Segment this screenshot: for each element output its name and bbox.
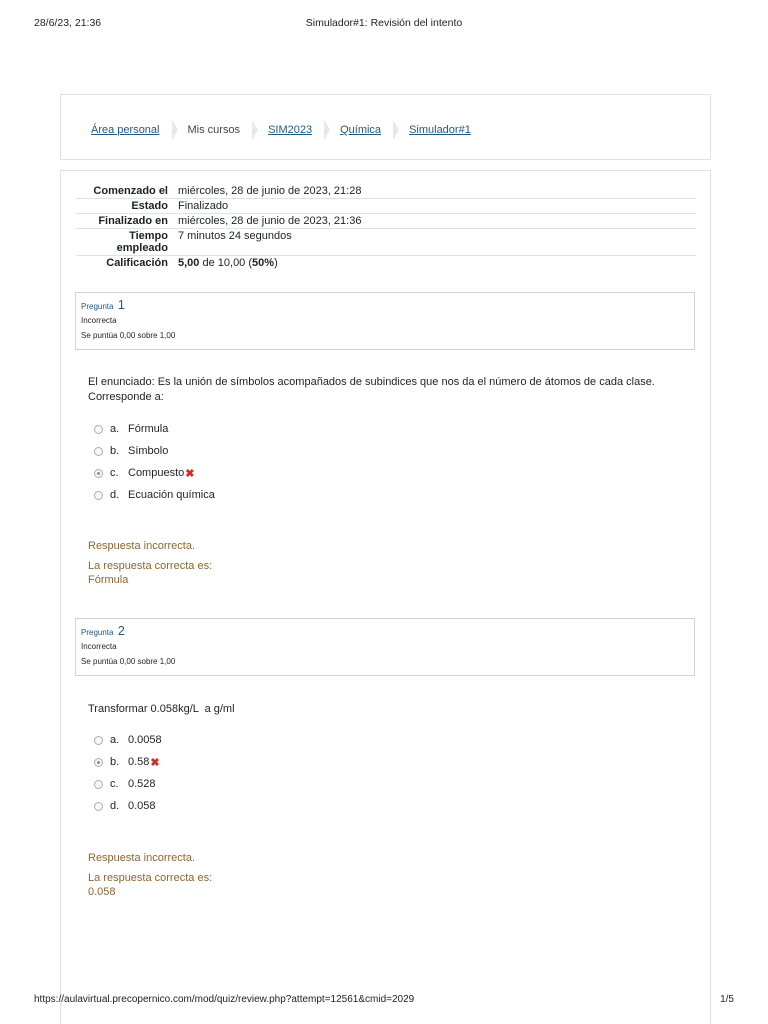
question-state: Incorrecta — [81, 316, 117, 325]
summary-label: Calificación — [106, 257, 168, 269]
question-number: 2 — [117, 624, 125, 638]
time-label-line1: Tiempo — [129, 230, 168, 242]
question-text-1: El enunciado: Es la unión de símbolos acompañados de subindices que nos da el número de átomos de cada clase. Corresponde a: — [88, 376, 655, 403]
question-info-1 — [75, 292, 695, 350]
answer-list-1 — [94, 418, 215, 506]
breadcrumb-separator — [324, 120, 330, 140]
answer-option[interactable] — [94, 418, 215, 440]
breadcrumb-mis-cursos: Mis cursos — [187, 124, 241, 136]
answer-text: 0.058 — [128, 800, 156, 812]
radio-button[interactable] — [94, 425, 103, 434]
grade-out-of: de 10,00 ( — [202, 257, 253, 269]
radio-button-checked[interactable] — [94, 469, 103, 478]
answer-option[interactable] — [94, 484, 215, 506]
grade-close: ) — [274, 257, 278, 269]
answer-option[interactable] — [94, 729, 162, 751]
right-answer-value: 0.058 — [88, 886, 116, 898]
feedback-1 — [88, 539, 212, 587]
summary-row-finished — [76, 214, 696, 229]
answer-option-selected[interactable] — [94, 462, 215, 484]
answer-text: 0.528 — [128, 778, 156, 790]
answer-letter: d. — [110, 800, 120, 812]
answer-text: Fórmula — [128, 423, 169, 435]
feedback-text: Respuesta incorrecta. — [88, 852, 195, 864]
question-label: Pregunta — [81, 302, 114, 311]
answer-list-2 — [94, 729, 162, 817]
breadcrumb-simulador[interactable]: Simulador#1 — [409, 124, 471, 136]
summary-row-started — [76, 184, 696, 199]
summary-row-time — [76, 229, 696, 256]
summary-value: miércoles, 28 de junio de 2023, 21:28 — [178, 185, 362, 197]
grade-percent: 50% — [252, 257, 275, 269]
feedback-2 — [88, 851, 212, 899]
radio-button[interactable] — [94, 491, 103, 500]
answer-letter: c. — [110, 467, 119, 479]
question-state: Incorrecta — [81, 642, 117, 651]
feedback-text: Respuesta incorrecta. — [88, 540, 195, 552]
answer-option[interactable] — [94, 440, 215, 462]
summary-row-state — [76, 199, 696, 214]
answer-letter: b. — [110, 756, 120, 768]
answer-option-selected[interactable] — [94, 751, 162, 773]
answer-option[interactable] — [94, 773, 162, 795]
answer-letter: a. — [110, 423, 120, 435]
breadcrumb-area-personal[interactable]: Área personal — [91, 124, 160, 136]
breadcrumb-separator — [252, 120, 258, 140]
radio-button[interactable] — [94, 780, 103, 789]
breadcrumb-quimica[interactable]: Química — [340, 124, 382, 136]
question-number: 1 — [117, 298, 125, 312]
question-grade: Se puntúa 0,00 sobre 1,00 — [81, 331, 176, 340]
time-label-line2: empleado — [116, 242, 168, 254]
summary-value — [174, 256, 696, 270]
incorrect-x-icon: ✖ — [150, 756, 160, 769]
breadcrumb-separator — [393, 120, 399, 140]
attempt-summary-table — [76, 184, 696, 270]
radio-button[interactable] — [94, 802, 103, 811]
summary-label — [76, 229, 174, 255]
summary-row-grade — [76, 256, 696, 270]
radio-button[interactable] — [94, 736, 103, 745]
question-info-2 — [75, 618, 695, 676]
summary-value: Finalizado — [178, 200, 229, 212]
print-footer — [0, 994, 768, 1008]
answer-letter: a. — [110, 734, 120, 746]
print-header — [0, 17, 768, 31]
breadcrumb — [91, 120, 471, 140]
summary-label: Estado — [131, 200, 168, 212]
radio-button[interactable] — [94, 447, 103, 456]
summary-value: miércoles, 28 de junio de 2023, 21:36 — [178, 215, 362, 227]
answer-text: 0.58 — [128, 756, 150, 768]
answer-letter: b. — [110, 445, 120, 457]
answer-letter: d. — [110, 489, 120, 501]
incorrect-x-icon: ✖ — [185, 467, 195, 480]
print-title: Simulador#1: Revisión del intento — [305, 17, 463, 29]
print-page-count: 1/5 — [720, 994, 734, 1005]
breadcrumb-panel — [60, 94, 711, 160]
summary-label: Comenzado el — [93, 185, 168, 197]
breadcrumb-separator — [172, 120, 178, 140]
question-text-2: Transformar 0.058kg/L a g/ml — [88, 703, 235, 715]
right-answer-label: La respuesta correcta es: — [88, 872, 213, 884]
answer-text: 0.0058 — [128, 734, 162, 746]
answer-text: Compuesto — [128, 467, 185, 479]
print-url: https://aulavirtual.precopernico.com/mod/quiz/review.php?attempt=12561&cmid=2029 — [34, 994, 415, 1005]
answer-letter: c. — [110, 778, 119, 790]
question-label: Pregunta — [81, 628, 114, 637]
question-grade: Se puntúa 0,00 sobre 1,00 — [81, 657, 176, 666]
answer-text: Símbolo — [128, 445, 169, 457]
radio-button-checked[interactable] — [94, 758, 103, 767]
summary-value: 7 minutos 24 segundos — [178, 230, 292, 242]
right-answer-value: Fórmula — [88, 574, 129, 586]
right-answer-label: La respuesta correcta es: — [88, 560, 213, 572]
breadcrumb-sim2023[interactable]: SIM2023 — [268, 124, 313, 136]
print-date: 28/6/23, 21:36 — [34, 17, 102, 29]
grade-score: 5,00 — [178, 257, 200, 269]
answer-option[interactable] — [94, 795, 162, 817]
answer-text: Ecuación química — [128, 489, 215, 501]
summary-label: Finalizado en — [98, 215, 168, 227]
